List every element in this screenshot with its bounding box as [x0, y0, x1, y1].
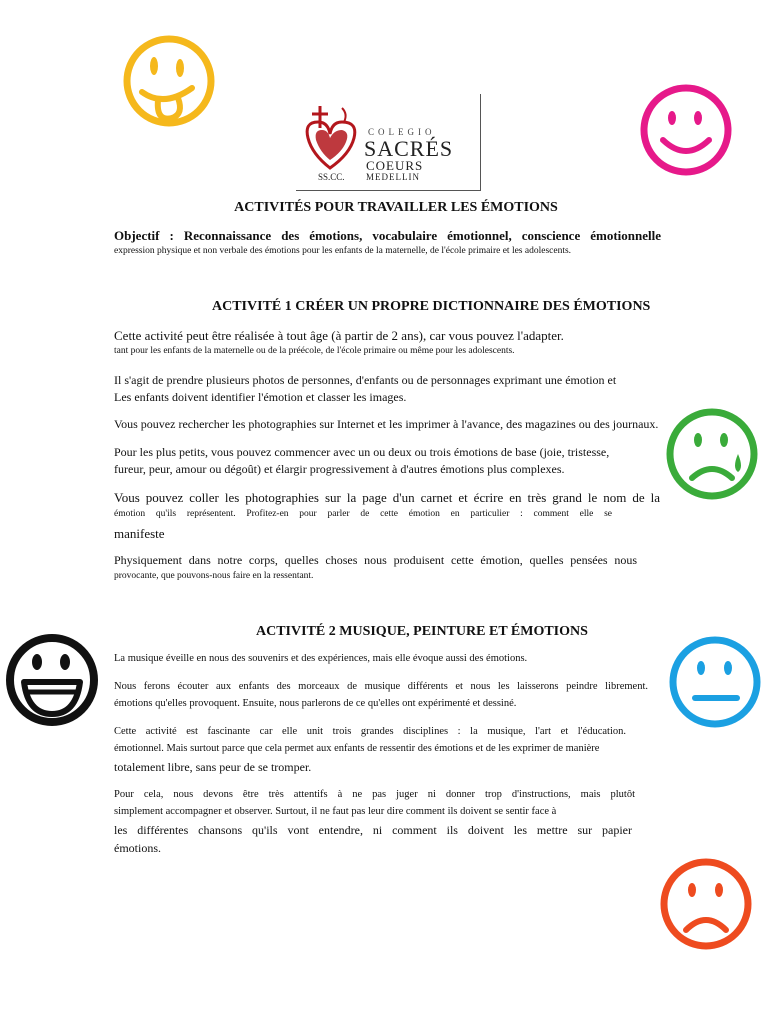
activity-2-p4-l4: émotions. [114, 841, 161, 855]
activity-1-title: ACTIVITÉ 1 CRÉER UN PROPRE DICTIONNAIRE DES ÉMOTIONS [212, 299, 651, 314]
smile-face-icon [636, 78, 736, 182]
activity-1-p1-l1: Cette activité peut être réalisée à tout âge (à partir de 2 ans), car vous pouvez l'adapter. [114, 328, 564, 343]
activity-1-p1-l2: tant pour les enfants de la maternelle ou de la préécole, de l'école primaire ou même pour les adolescents. [114, 346, 515, 356]
activity-1-p2-l2: Les enfants doivent identifier l'émotion et classer les images. [114, 390, 407, 404]
neutral-face-icon [665, 630, 765, 734]
activity-1-p5-l3: manifeste [114, 526, 165, 541]
logo-sacres: SACRÉS [364, 136, 454, 161]
objective-line-1: Objectif : Reconnaissance des émotions, vocabulaire émotionnel, conscience émotionnelle [114, 228, 661, 243]
activity-2-p3-l3: totalement libre, sans peur de se tromper. [114, 760, 312, 774]
logo-hearts-icon [302, 104, 364, 172]
activity-2-p4-l3: les différentes chansons qu'ils vont entendre, ni comment ils doivent les mettre sur papier [114, 823, 632, 837]
crying-face-icon [662, 402, 762, 506]
activity-2-p2-l1: Nous ferons écouter aux enfants des morceaux de musique différents et nous les laisserons peindre librement. [114, 681, 648, 692]
activity-1-p6-l1: Physiquement dans notre corps, quelles choses nous produisent cette émotion, quelles pensées nous [114, 553, 637, 567]
logo-sscc: SS.CC. [318, 172, 345, 182]
activity-2-title: ACTIVITÉ 2 MUSIQUE, PEINTURE ET ÉMOTIONS [256, 624, 588, 639]
objective-line-2: expression physique et non verbale des émotions pour les enfants de la maternelle, de l'école primaire et les adolescents. [114, 246, 572, 256]
page-title: ACTIVITÉS POUR TRAVAILLER LES ÉMOTIONS [234, 200, 558, 215]
sad-face-icon [656, 852, 756, 956]
logo-coeurs: COEURS [366, 158, 424, 173]
activity-1-p4-l1: Pour les plus petits, vous pouvez commencer avec un ou deux ou trois émotions de base (joie, tristesse, [114, 445, 610, 459]
activity-2-p4-l2: simplement accompagner et observer. Surtout, il ne faut pas leur dire comment ils doivent se sentir face à [114, 806, 557, 817]
activity-2-p3-l1: Cette activité est fascinante car elle unit trois grandes disciplines : la musique, l'art et l'éducation. [114, 726, 626, 737]
school-logo [296, 94, 481, 191]
tongue-face-icon [120, 30, 218, 132]
activity-1-p6-l2: provocante, que pouvons-nous faire en la ressentant. [114, 571, 314, 581]
activity-1-p5-l1: Vous pouvez coller les photographies sur la page d'un carnet et écrire en très grand le nom de la [114, 490, 660, 505]
activity-1-p3: Vous pouvez rechercher les photographies sur Internet et les imprimer à l'avance, des magazines ou des journaux. [114, 417, 659, 431]
activity-2-p4-l1: Pour cela, nous devons être très attentifs à ne pas juger ni donner trop d'instructions, mais plutôt [114, 789, 635, 800]
grin-face-icon [2, 628, 102, 732]
activity-1-p2-l1: Il s'agit de prendre plusieurs photos de personnes, d'enfants ou de personnages exprimant une émotion et [114, 373, 617, 387]
activity-2-p2-l2: émotions qu'elles provoquent. Ensuite, nous parlerons de ce qu'elles ont expérimenté et dessiné. [114, 698, 517, 709]
activity-2-p1: La musique éveille en nous des souvenirs et des expériences, mais elle évoque aussi des émotions. [114, 653, 528, 664]
activity-1-p5-l2: émotion qu'ils représentent. Profitez-en pour parler de cette émotion en particulier : comment elle se [114, 509, 612, 519]
activity-1-p4-l2: fureur, peur, amour ou dégoût) et élargir progressivement à d'autres émotions plus complexes. [114, 462, 565, 476]
activity-2-p3-l2: émotionnel. Mais surtout parce que cela permet aux enfants de ressentir des émotions et de les exprimer de manière [114, 743, 600, 754]
logo-medellin: MEDELLIN [366, 172, 420, 182]
logo-colegio: COLEGIO [368, 127, 436, 137]
